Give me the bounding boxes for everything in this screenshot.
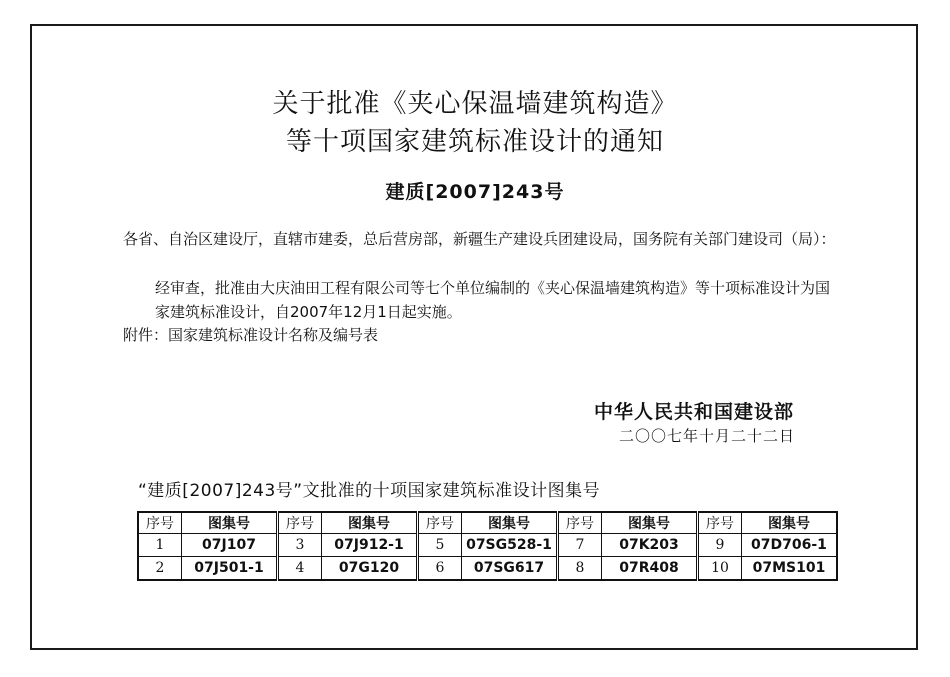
header-code: 图集号 [742,512,838,534]
standards-table [137,511,838,581]
seq-cell: 6 [418,557,462,581]
header-code: 图集号 [322,512,418,534]
header-code: 图集号 [462,512,558,534]
code-cell: 07D706-1 [742,534,838,557]
seq-cell: 8 [558,557,602,581]
table-row [138,557,837,581]
attachment-line: 附件：国家建筑标准设计名称及编号表 [123,326,379,344]
code-cell: 07J912-1 [322,534,418,557]
code-cell: 07K203 [602,534,698,557]
approval-paragraph [123,276,843,324]
table-header-row [138,512,837,534]
code-cell: 07SG617 [462,557,558,581]
seq-cell: 7 [558,534,602,557]
seq-cell: 1 [138,534,182,557]
addressee-paragraph: 各省、自治区建设厅，直辖市建委，总后营房部，新疆生产建设兵团建设局，国务院有关部门建设司（局）： [123,230,836,248]
header-seq: 序号 [418,512,462,534]
header-seq: 序号 [558,512,602,534]
seq-cell: 4 [278,557,322,581]
seq-cell: 3 [278,534,322,557]
code-cell: 07J107 [182,534,278,557]
issue-date: 二〇〇七年十月二十二日 [619,427,796,445]
code-cell: 07J501-1 [182,557,278,581]
code-cell: 07SG528-1 [462,534,558,557]
notice-title-line2: 等十项国家建筑标准设计的通知 [285,127,664,157]
notice-title-line1: 关于批准《夹心保温墙建筑构造》 [272,89,678,119]
table-row [138,534,837,557]
seq-cell: 9 [698,534,742,557]
header-code: 图集号 [602,512,698,534]
header-seq: 序号 [138,512,182,534]
seq-cell: 2 [138,557,182,581]
header-code: 图集号 [182,512,278,534]
code-cell: 07MS101 [742,557,838,581]
seq-cell: 5 [418,534,462,557]
code-cell: 07G120 [322,557,418,581]
document-number: 建质[2007]243号 [385,181,565,203]
table-title: “建质[2007]243号”文批准的十项国家建筑标准设计图集号 [138,481,601,501]
code-cell: 07R408 [602,557,698,581]
issuer-signature: 中华人民共和国建设部 [594,401,795,423]
header-seq: 序号 [698,512,742,534]
approval-text: 经审查，批准由大庆油田工程有限公司等七个单位编制的《夹心保温墙建筑构造》等十项标准设计为国家建筑标准设计，自2007年12月1日起实施。 [155,279,831,321]
header-seq: 序号 [278,512,322,534]
seq-cell: 10 [698,557,742,581]
